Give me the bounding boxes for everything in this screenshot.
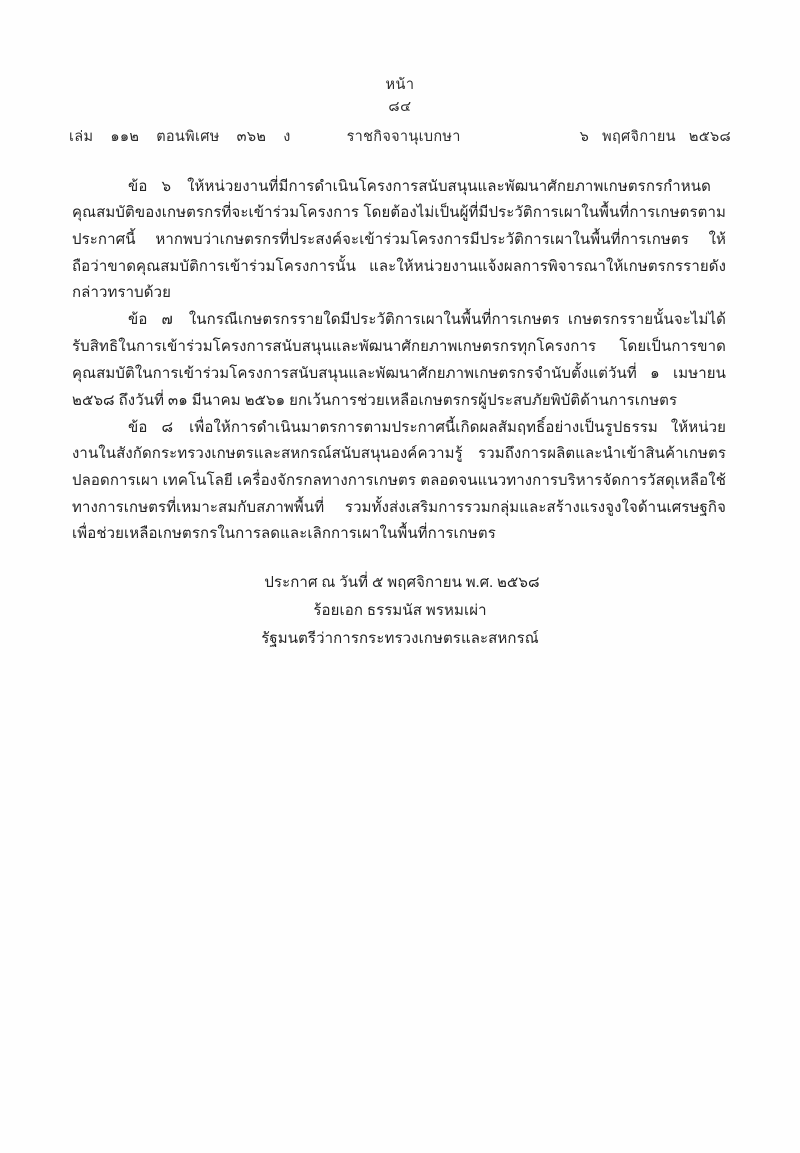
page-content (60, 75, 740, 653)
page-label: หน้า (385, 77, 415, 93)
clause-marker-label: ข้อ (128, 419, 148, 436)
volume-label: เล่ม (69, 128, 94, 145)
date-day: ๖ (579, 128, 590, 145)
date-year: ๒๕๖๘ (688, 128, 731, 145)
clause-paragraph (72, 307, 726, 414)
announcement-date: ประกาศ ณ วันที่ ๕ พฤศจิกายน พ.ศ. ๒๕๖๘ (264, 575, 540, 592)
section-number: ๓๖๒ (236, 128, 267, 145)
section-label: ตอนพิเศษ (156, 128, 220, 145)
clause-text: ในกรณีเกษตรกรรายใดมีประวัติการเผาในพื้นที่การเกษตร เกษตรกรรายนั้นจะไม่ได้รับสิทธิในการเข้าร่วมโครงการสนับสนุนและพัฒนาศักยภาพเกษตรกรทุกโครงการ โดยเป็นการขาดคุณสมบัติในการเข้าร่วมโครงการสนับสนุนและพัฒนาศักยภาพเกษตรกรจำนับตั้งแต่วันที่ ๑ เมษายน ๒๕๖๘ ถึงวันที่ ๓๑ มีนาคม ๒๕๖๑ ยกเว้นการช่วยเหลือเกษตรกรผู้ประสบภัยพิบัติด้านการเกษตร (72, 312, 726, 409)
clause-marker-label: ข้อ (128, 312, 148, 329)
header-volume-group (69, 125, 291, 148)
page-number-value: ๘๔ (388, 98, 412, 115)
document-body (60, 174, 740, 549)
clause-marker-number: ๘ (161, 419, 174, 436)
clause-text: เพื่อให้การดำเนินมาตรการตามประกาศนี้เกิดผลสัมฤทธิ์อย่างเป็นรูปธรรม ให้หน่วยงานในสังกัดกระทรวงเกษตรและสหกรณ์สนับสนุนองค์ความรู้ รวมถึงการผลิตและนำเข้าสินค้าเกษตรปลอดการเผา เทคโนโลยี เครื่องจักรกลทางการเกษตร ตลอดจนแนวทางการบริหารจัดการวัสดุเหลือใช้ทางการเกษตรที่เหมาะสมกับสภาพพื้นที่ รวมทั้งส่งเสริมการรวมกลุ่มและสร้างแรงจูงใจด้านเศรษฐกิจ เพื่อช่วยเหลือเกษตรกรในการลดและเลิกการเผาในพื้นที่การเกษตร (72, 419, 726, 543)
clause-marker-number: ๗ (161, 312, 173, 329)
clause-paragraph (72, 415, 726, 548)
signer-name: ร้อยเอก ธรรมนัส พรหมเผ่า (313, 602, 487, 619)
clause-text: ให้หน่วยงานที่มีการดำเนินโครงการสนับสนุนและพัฒนาศักยภาพเกษตรกรกำหนดคุณสมบัติของเกษตรกรที่จะเข้าร่วมโครงการ โดยต้องไม่เป็นผู้ที่มีประวัติการเผาในพื้นที่การเกษตรตามประกาศนี้ หากพบว่าเกษตรกรที่ประสงค์จะเข้าร่วมโครงการมีประวัติการเผาในพื้นที่การเกษตร ให้ถือว่าขาดคุณสมบัติการเข้าร่วมโครงการนั้น และให้หน่วยงานแจ้งผลการพิจารณาให้เกษตรกรรายดังกล่าวทราบด้วย (72, 178, 726, 302)
page-header-number (60, 75, 740, 119)
volume-number: ๑๑๒ (110, 128, 140, 145)
gazette-title: ราชกิจจานุเบกษา (346, 128, 461, 145)
signer-title: รัฐมนตรีว่าการกระทรวงเกษตรและสหกรณ์ (261, 630, 539, 647)
header-date-group (580, 125, 731, 148)
section-suffix: ง (283, 128, 291, 145)
signature-block (60, 570, 740, 653)
clause-marker-number: ๖ (161, 178, 172, 195)
gazette-header (60, 125, 740, 148)
clause-marker-label: ข้อ (128, 178, 148, 195)
clause-paragraph (72, 174, 726, 307)
date-month: พฤศจิกายน (602, 128, 676, 145)
